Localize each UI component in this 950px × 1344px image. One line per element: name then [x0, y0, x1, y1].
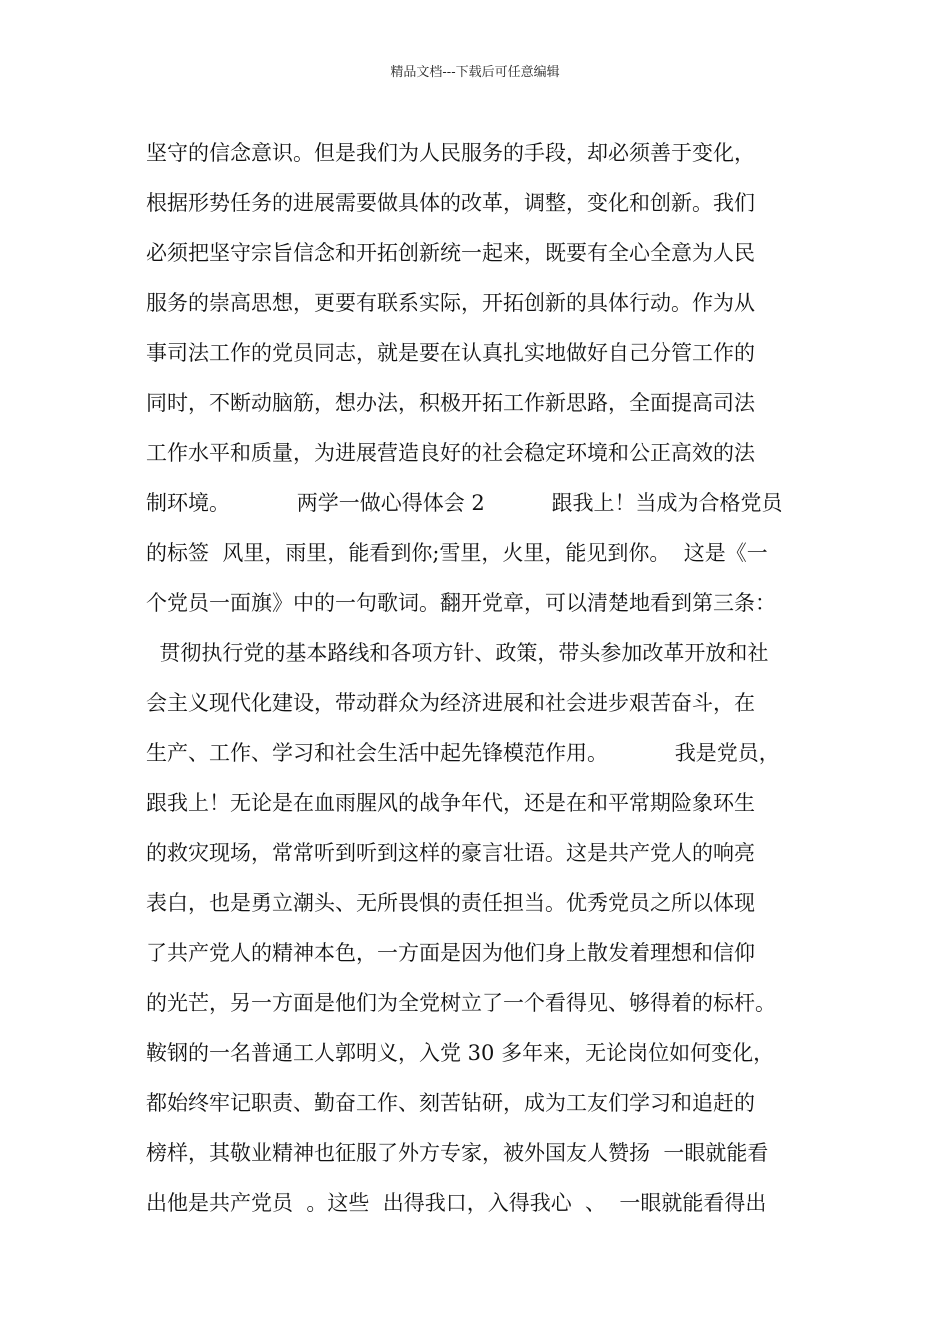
text-line: 必须把坚守宗旨信念和开拓创新统一起来，既要有全心全意为人民: [146, 241, 755, 265]
text-line: 的光芒，另一方面是他们为全党树立了一个看得见、够得着的标杆。: [146, 991, 776, 1015]
text-line: 制环境。 两学一做心得体会 2 跟我上！当成为合格党员: [146, 491, 783, 515]
text-line: 表白，也是勇立潮头、无所畏惧的责任担当。优秀党员之所以体现: [146, 891, 755, 915]
document-body: [146, 128, 846, 1228]
text-line: 跟我上！无论是在血雨腥风的战争年代，还是在和平常期险象环生: [146, 791, 755, 815]
text-line: 个党员一面旗》中的一句歌词。翻开党章，可以清楚地看到第三条：: [146, 591, 776, 615]
text-line: 的救灾现场，常常听到听到这样的豪言壮语。这是共产党人的响亮: [146, 841, 755, 865]
text-line: 榜样，其敬业精神也征服了外方专家，被外国友人赞扬 一眼就能看: [146, 1141, 769, 1165]
text-line: 工作水平和质量，为进展营造良好的社会稳定环境和公正高效的法: [146, 441, 755, 465]
text-line: 的标签 风里，雨里，能看到你;雪里，火里，能见到你。 这是《一: [146, 541, 768, 565]
text-line: 根据形势任务的进展需要做具体的改革，调整，变化和创新。我们: [146, 191, 755, 215]
text-line: 坚守的信念意识。但是我们为人民服务的手段，却必须善于变化，: [146, 141, 755, 165]
text-line: 贯彻执行党的基本路线和各项方针、政策，带头参加改革开放和社: [146, 641, 769, 665]
text-line: 生产、工作、学习和社会生活中起先锋模范作用。 我是党员，: [146, 741, 780, 765]
text-line: 会主义现代化建设，带动群众为经济进展和社会进步艰苦奋斗，在: [146, 691, 755, 715]
text-line: 事司法工作的党员同志，就是要在认真扎实地做好自己分管工作的: [146, 341, 755, 365]
text-line: 同时，不断动脑筋，想办法，积极开拓工作新思路，全面提高司法: [146, 391, 755, 415]
page-header: 精品文档---下载后可任意编辑: [390, 65, 560, 80]
text-line: 都始终牢记职责、勤奋工作、刻苦钻研，成为工友们学习和追赶的: [146, 1091, 755, 1115]
text-line: 了共产党人的精神本色，一方面是因为他们身上散发着理想和信仰: [146, 941, 755, 965]
text-line: 出他是共产党员 。这些 出得我口，入得我心 、 一眼就能看得出: [146, 1191, 767, 1215]
text-line: 鞍钢的一名普通工人郭明义，入党 30 多年来，无论岗位如何变化，: [146, 1041, 775, 1065]
text-line: 服务的崇高思想，更要有联系实际，开拓创新的具体行动。作为从: [146, 291, 755, 315]
